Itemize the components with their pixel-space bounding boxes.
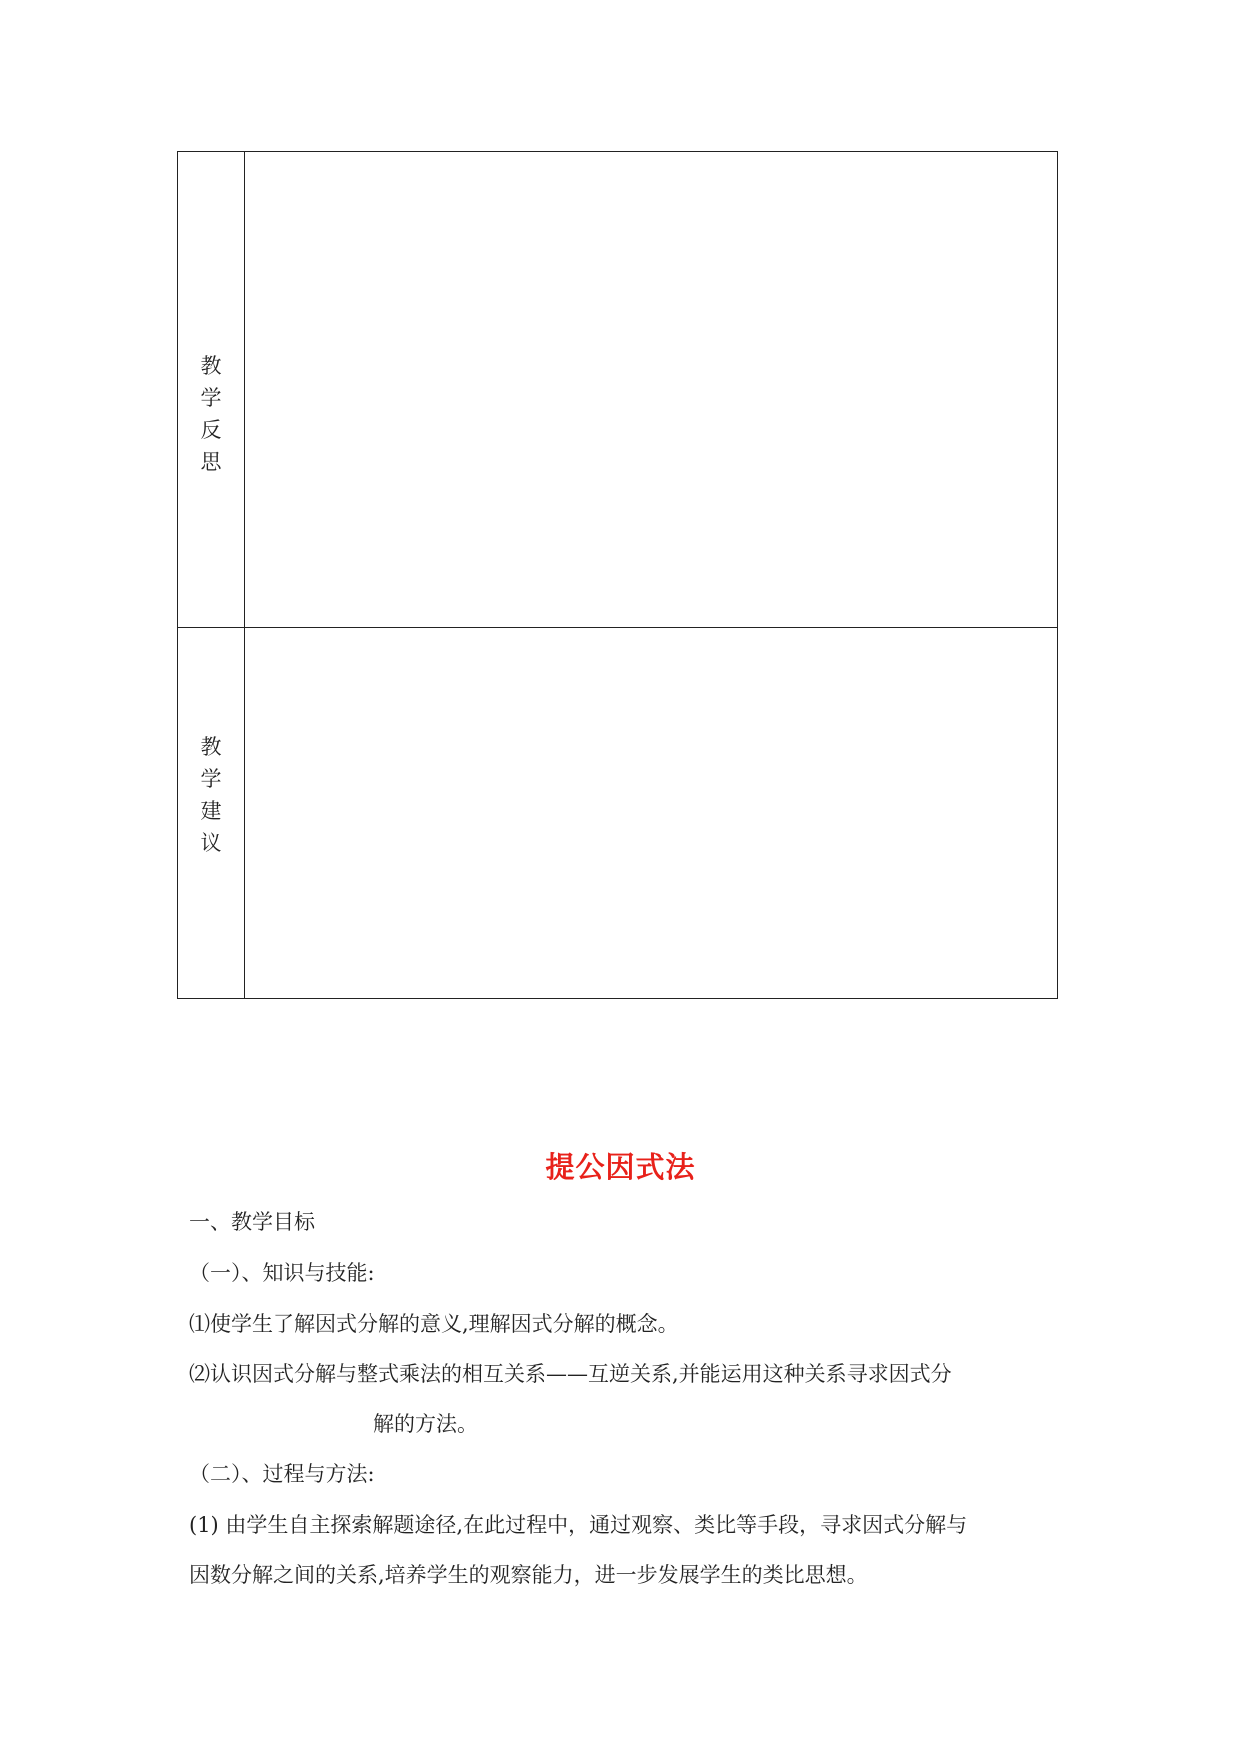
label-char: 教: [200, 735, 222, 759]
label-char: 教: [200, 354, 222, 378]
subheading-knowledge-skills: （一）、知识与技能:: [189, 1261, 375, 1285]
table-row-reflection: [178, 152, 1057, 628]
content-cell-suggestion: [245, 627, 1057, 998]
label-char: 思: [200, 450, 222, 474]
label-char: 学: [200, 386, 222, 410]
label-cell-reflection: [178, 152, 245, 627]
vertical-label-reflection: [178, 350, 244, 478]
table-row-suggestion: [178, 627, 1057, 998]
paragraph-line-continuation: 解的方法。: [373, 1412, 478, 1436]
paragraph-line: ⑴使学生了解因式分解的意义,理解因式分解的概念。: [189, 1312, 679, 1336]
paragraph-line: 因数分解之间的关系,培养学生的观察能力，进一步发展学生的类比思想。: [189, 1563, 868, 1587]
subheading-process-methods: （二）、过程与方法:: [189, 1462, 375, 1486]
label-char: 议: [200, 831, 222, 855]
section-title: 提公因式法: [545, 1150, 696, 1184]
heading-objectives: 一、教学目标: [189, 1210, 315, 1234]
label-char: 学: [200, 767, 222, 791]
label-cell-suggestion: [178, 627, 245, 998]
paragraph-line: (1) 由学生自主探索解题途径,在此过程中，通过观察、类比等手段，寻求因式分解与: [189, 1513, 968, 1537]
label-char: 反: [200, 418, 222, 442]
content-cell-reflection: [245, 152, 1057, 627]
reflection-table: [177, 151, 1058, 999]
paragraph-line: ⑵认识因式分解与整式乘法的相互关系——互逆关系,并能运用这种关系寻求因式分: [189, 1362, 952, 1386]
vertical-label-suggestion: [178, 731, 244, 859]
label-char: 建: [200, 799, 222, 823]
